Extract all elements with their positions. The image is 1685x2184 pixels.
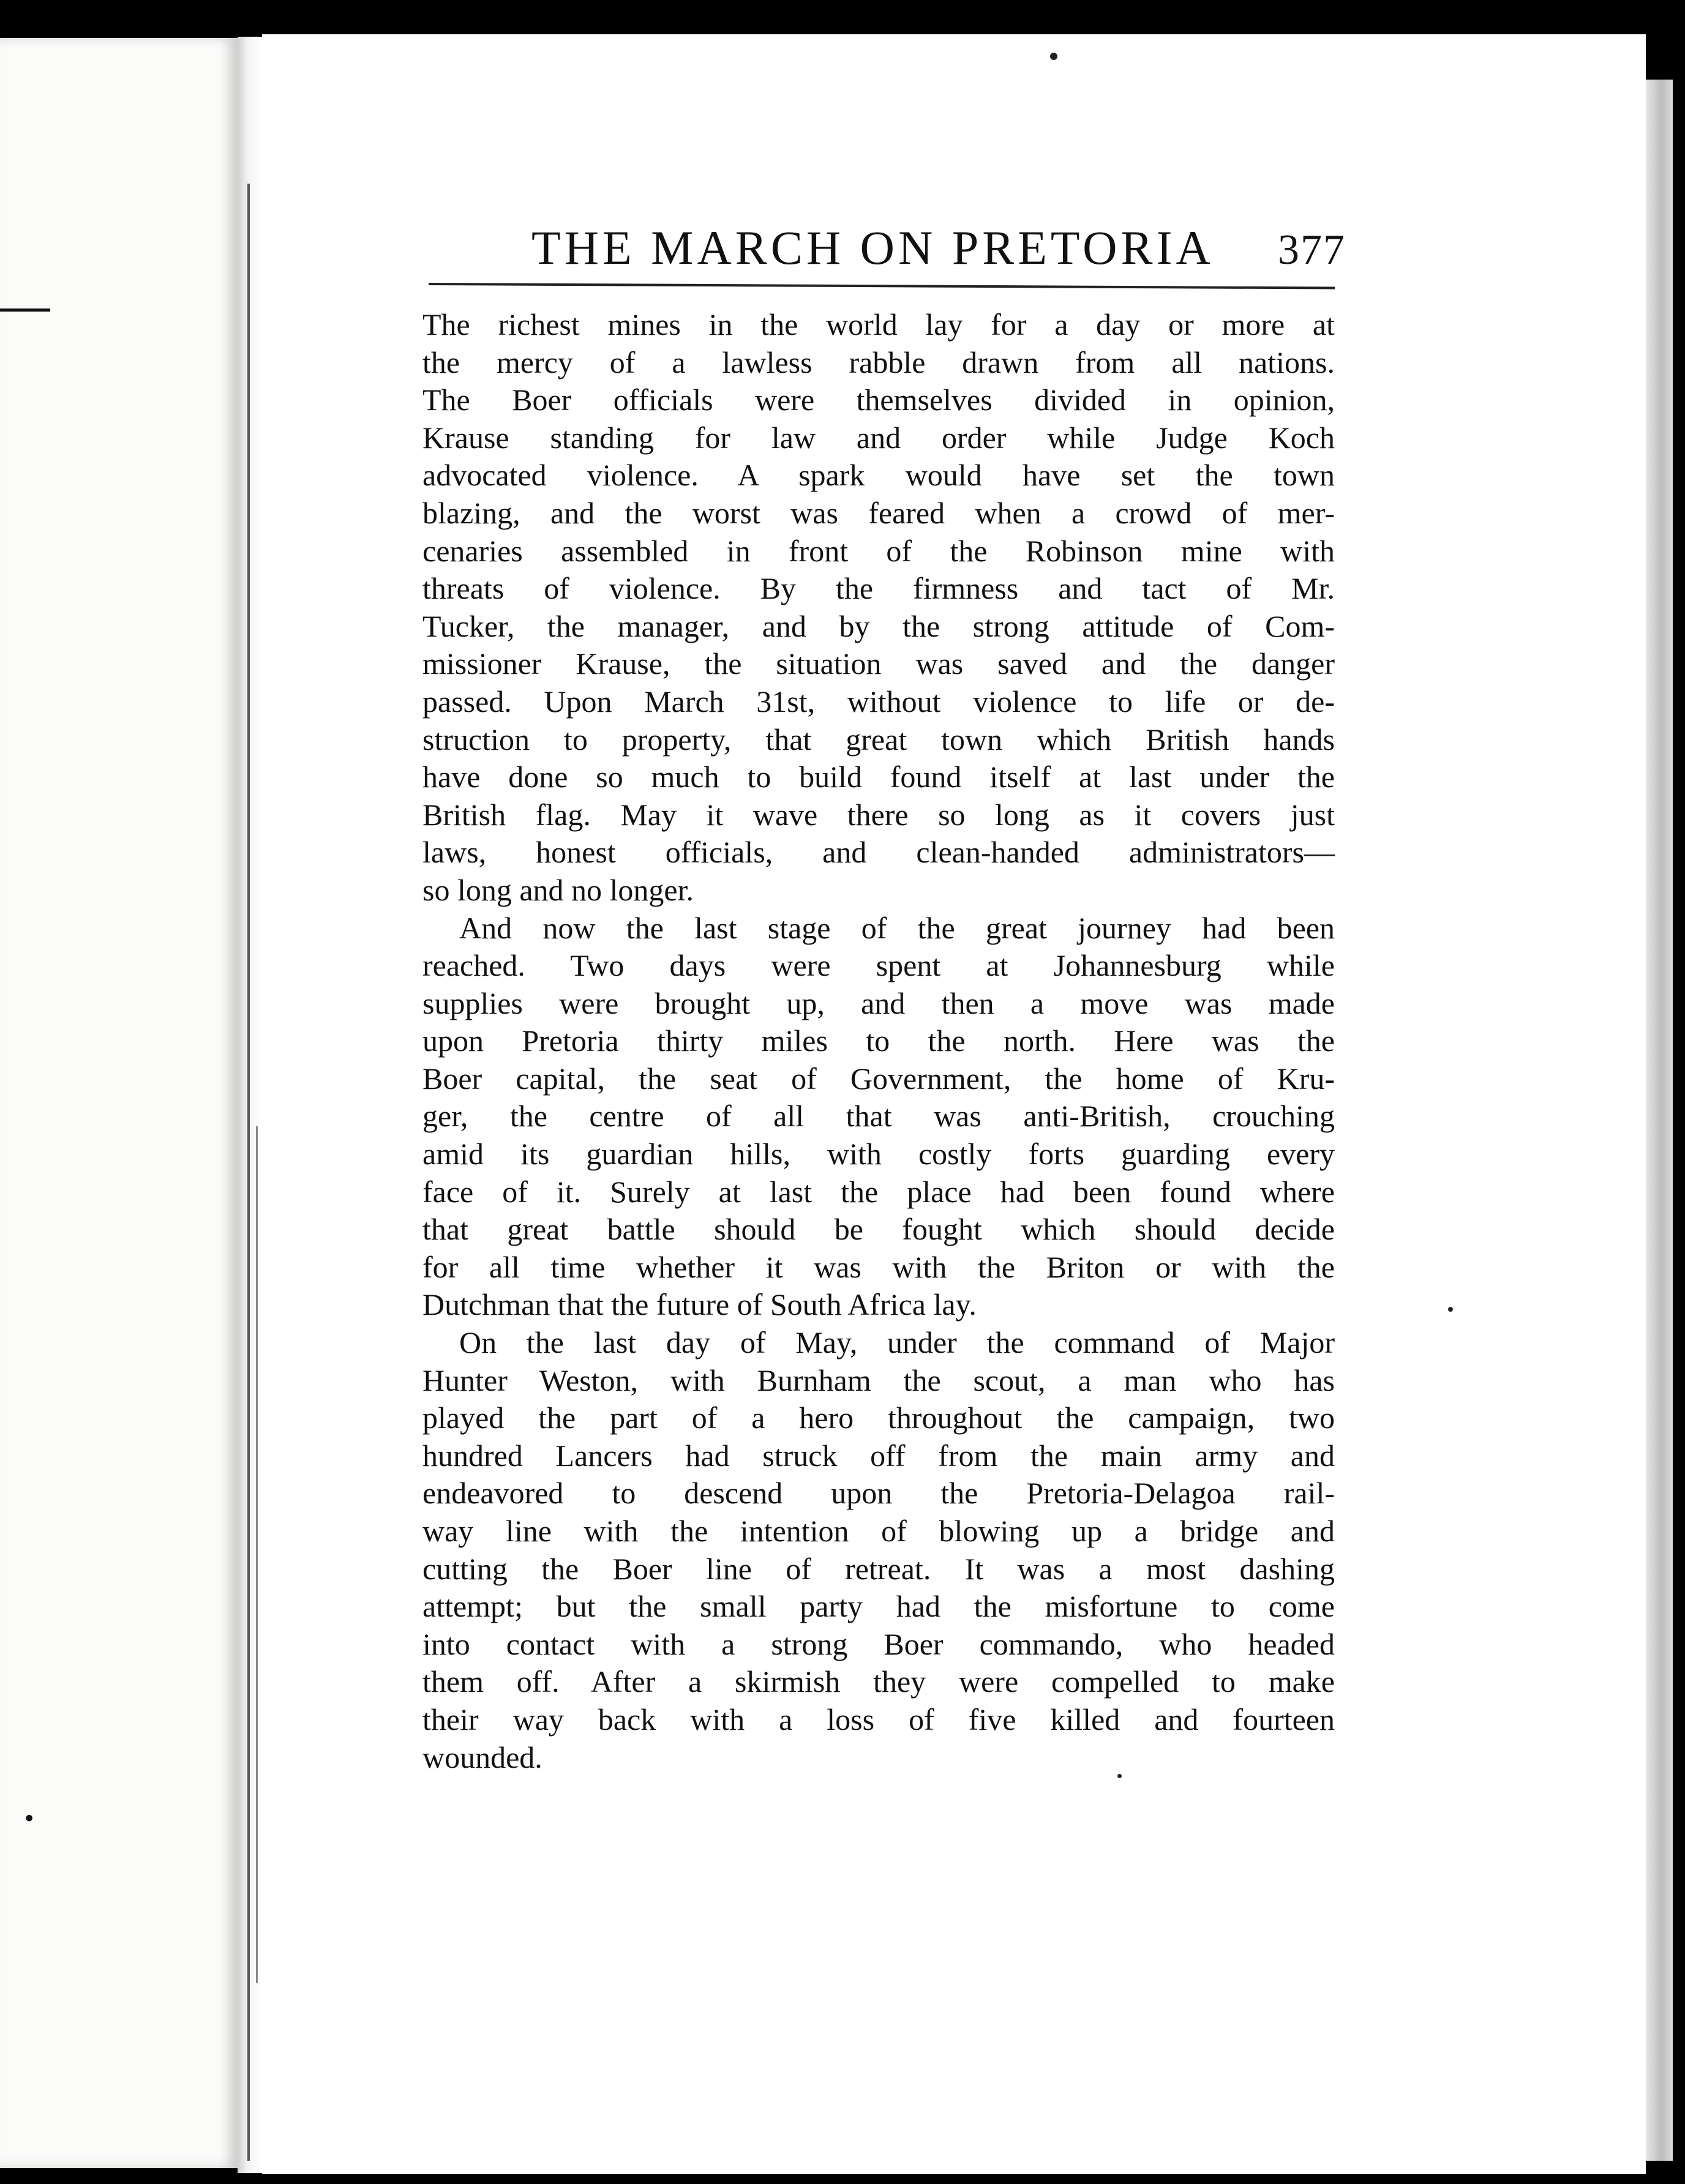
text-line: amid its guardian hills, with costly forts guarding every [422,1137,1335,1172]
text-line: The richest mines in the world lay for a day or more at [422,307,1335,342]
text-line: struction to property, that great town which British hands [422,722,1335,757]
text-line: Tucker, the manager, and by the strong attitude of Com- [422,608,1335,643]
text-line: have done so much to build found itself at last under the [422,760,1335,795]
text-line: passed. Upon March 31st, without violence to life or de- [422,684,1335,719]
text-line: Dutchman that the future of South Africa lay. [422,1287,977,1322]
running-header [531,220,1346,277]
text-line: for all time whether it was with the Briton or with the [422,1249,1335,1284]
text-line: hundred Lancers had struck off from the main army and [422,1438,1335,1473]
running-title: THE MARCH ON PRETORIA [531,221,1214,274]
text-line: threats of violence. By the firmness and tact of Mr. [422,571,1335,606]
text-line: ger, the centre of all that was anti-British, crouching [422,1099,1335,1134]
text-line: their way back with a loss of five killed and fourteen [422,1702,1335,1737]
ink-speck [1117,1774,1122,1778]
gutter-shadow-line [247,184,250,2161]
page-stack-edge [1646,80,1673,2161]
text-line: Boer capital, the seat of Government, the home of Kru- [422,1061,1335,1096]
text-line: endeavored to descend upon the Pretoria-Delagoa rail- [422,1476,1335,1511]
body-text [422,306,1335,1776]
text-line: And now the last stage of the great journey had been [459,910,1335,945]
book-gutter [238,37,262,2173]
text-line: the mercy of a lawless rabble drawn from all nations. [422,345,1335,380]
text-line: laws, honest officials, and clean-handed administrators— [422,835,1335,870]
page-number: 377 [1278,226,1346,274]
text-line: reached. Two days were spent at Johannesburg while [422,948,1335,983]
gutter-shadow-line-secondary [256,1126,258,1983]
ink-speck [1050,53,1057,60]
text-line: so long and no longer. [422,872,694,907]
text-line: attempt; but the small party had the misfortune to come [422,1589,1335,1624]
text-line: British flag. May it wave there so long as it covers just [422,797,1335,832]
text-line: into contact with a strong Boer commando, who headed [422,1626,1335,1661]
text-line: Krause standing for law and order while Judge Koch [422,420,1335,455]
text-line: advocated violence. A spark would have set the town [422,458,1335,493]
text-line: The Boer officials were themselves divided in opinion, [422,383,1335,417]
previous-page-mark: • [24,1803,34,1833]
text-line: cutting the Boer line of retreat. It was a most dashing [422,1551,1335,1586]
text-line: supplies were brought up, and then a move was made [422,985,1335,1020]
ink-speck [1448,1307,1453,1312]
text-line: upon Pretoria thirty miles to the north. Here was the [422,1023,1335,1058]
text-line: Hunter Weston, with Burnham the scout, a man who has [422,1363,1335,1397]
text-line: way line with the intention of blowing up a bridge and [422,1514,1335,1548]
text-line: played the part of a hero throughout the campaign, two [422,1401,1335,1435]
text-line: them off. After a skirmish they were compelled to make [422,1664,1335,1699]
text-line: face of it. Surely at last the place had been found where [422,1174,1335,1209]
text-line: On the last day of May, under the command of Major [459,1325,1335,1360]
text-line: wounded. [422,1740,542,1774]
text-line: cenaries assembled in front of the Robinson mine with [422,533,1335,568]
previous-page-rule [0,309,50,312]
text-line: missioner Krause, the situation was saved and the danger [422,646,1335,681]
text-line: blazing, and the worst was feared when a crowd of mer- [422,495,1335,530]
previous-page-edge [0,38,238,2168]
text-line: that great battle should be fought which should decide [422,1212,1335,1247]
